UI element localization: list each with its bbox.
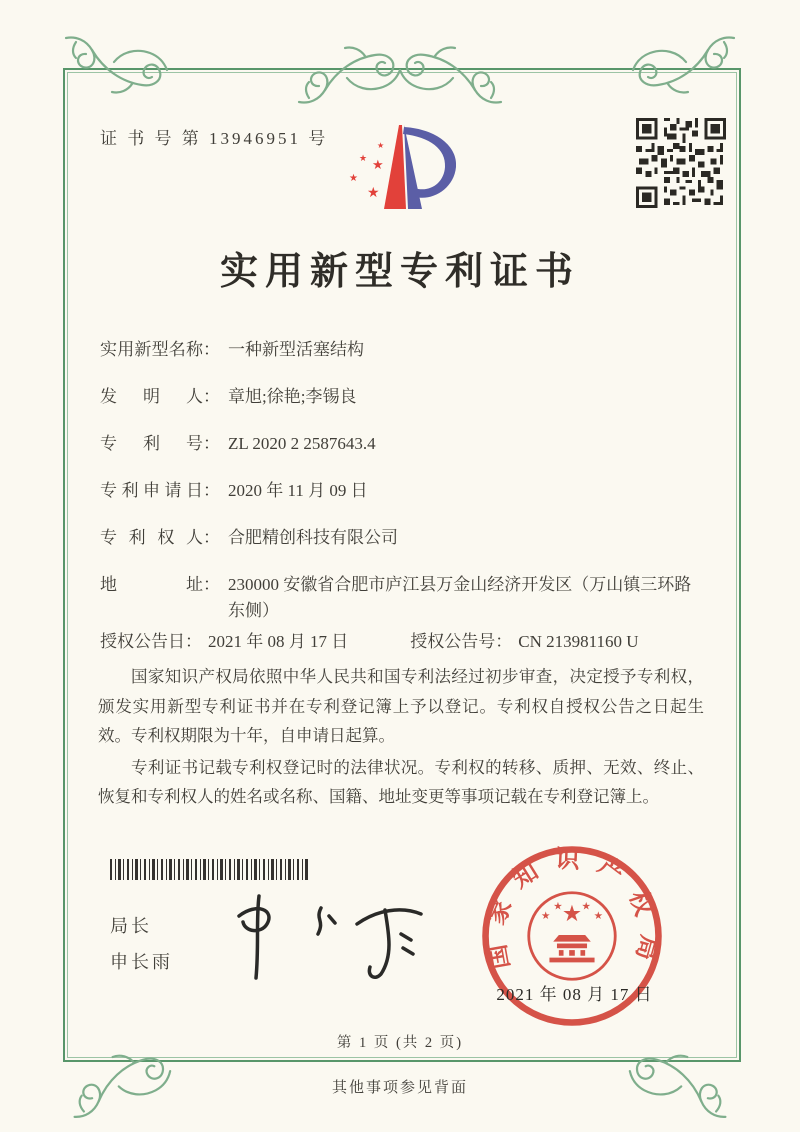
legal-paragraph-2: 专利证书记载专利权登记时的法律状况。专利权的转移、质押、无效、终止、恢复和专利权人的姓名或名称、国籍、地址变更等事项记载在专利登记簿上。 xyxy=(98,757,704,806)
national-emblem-icon xyxy=(529,893,615,979)
field-row-filing-date xyxy=(100,478,710,504)
signature-icon xyxy=(225,886,440,986)
field-colon: ： xyxy=(203,481,220,500)
certificate-number: 证 书 号 第 13946951 号 xyxy=(100,129,329,148)
grant-number-value: CN 213981160 U xyxy=(518,632,639,651)
back-side-note: 其他事项参见背面 xyxy=(331,1080,468,1096)
svg-text:★: ★ xyxy=(561,900,583,926)
field-row-patent-number xyxy=(100,431,710,457)
field-label: 发明人 xyxy=(100,387,203,406)
field-value: 2020 年 11 月 09 日 xyxy=(228,481,368,500)
field-value: 230000 安徽省合肥市庐江县万金山经济开发区（万山镇三环路东侧） xyxy=(228,575,692,620)
officer-name: 申长雨 xyxy=(110,952,173,972)
star-icon: ★ xyxy=(359,153,368,163)
field-row-address xyxy=(100,572,710,624)
field-label: 专利权人 xyxy=(100,528,203,547)
svg-text:★: ★ xyxy=(581,901,591,913)
star-icon: ★ xyxy=(377,141,385,150)
grant-date-label: 授权公告日 xyxy=(100,632,185,651)
star-icon: ★ xyxy=(349,173,358,184)
certificate-title: 实用新型专利证书 xyxy=(219,251,580,293)
field-label: 实用新型名称 xyxy=(100,340,203,359)
legal-paragraph-1: 国家知识产权局依照中华人民共和国专利法经过初步审查，决定授予专利权，颁发实用新型专利证书并在专利登记簿上予以登记。专利权自授权公告之日起生效。专利权期限为十年，自申请日起算。 xyxy=(98,667,704,745)
field-colon: ： xyxy=(203,528,220,547)
svg-text:★: ★ xyxy=(553,901,563,913)
cnipa-logo-icon xyxy=(340,116,470,218)
field-label: 专利申请日 xyxy=(100,481,203,500)
field-colon: ： xyxy=(203,340,220,359)
star-icon: ★ xyxy=(367,186,380,201)
field-label: 地址 xyxy=(100,575,203,594)
logo-red-wedge xyxy=(384,125,406,209)
page-number: 第 1 页 (共 2 页) xyxy=(336,1035,464,1051)
seal-date: 2021 年 08 月 17 日 xyxy=(496,985,653,1004)
qr-code-icon xyxy=(636,118,726,208)
field-value: ZL 2020 2 2587643.4 xyxy=(228,434,376,453)
field-colon: ： xyxy=(203,387,220,406)
field-row-patentee xyxy=(100,525,710,551)
field-colon: ： xyxy=(495,632,513,651)
seal-ring-text: 国家知识产权局 xyxy=(481,845,663,979)
grant-number xyxy=(410,629,638,655)
svg-text:★: ★ xyxy=(541,911,551,923)
field-row-inventor xyxy=(100,384,710,410)
field-list xyxy=(100,337,710,645)
legal-text xyxy=(98,662,704,814)
field-value: 一种新型活塞结构 xyxy=(228,340,364,359)
grant-date-value: 2021 年 08 月 17 日 xyxy=(208,632,349,651)
grant-row xyxy=(100,629,639,655)
grant-number-label: 授权公告号 xyxy=(410,632,496,651)
star-icon: ★ xyxy=(372,157,384,172)
field-colon: ： xyxy=(185,632,202,651)
grant-date xyxy=(100,629,348,655)
officer-title: 局长 xyxy=(110,916,152,936)
field-row-name xyxy=(100,337,710,363)
field-colon: ： xyxy=(203,434,220,453)
field-value: 章旭;徐艳;李锡良 xyxy=(228,387,357,406)
svg-text:★: ★ xyxy=(593,911,603,923)
field-label: 专利号 xyxy=(100,434,203,453)
barcode-icon xyxy=(110,859,310,880)
field-colon: ： xyxy=(203,575,220,594)
field-value: 合肥精创科技有限公司 xyxy=(228,528,398,547)
